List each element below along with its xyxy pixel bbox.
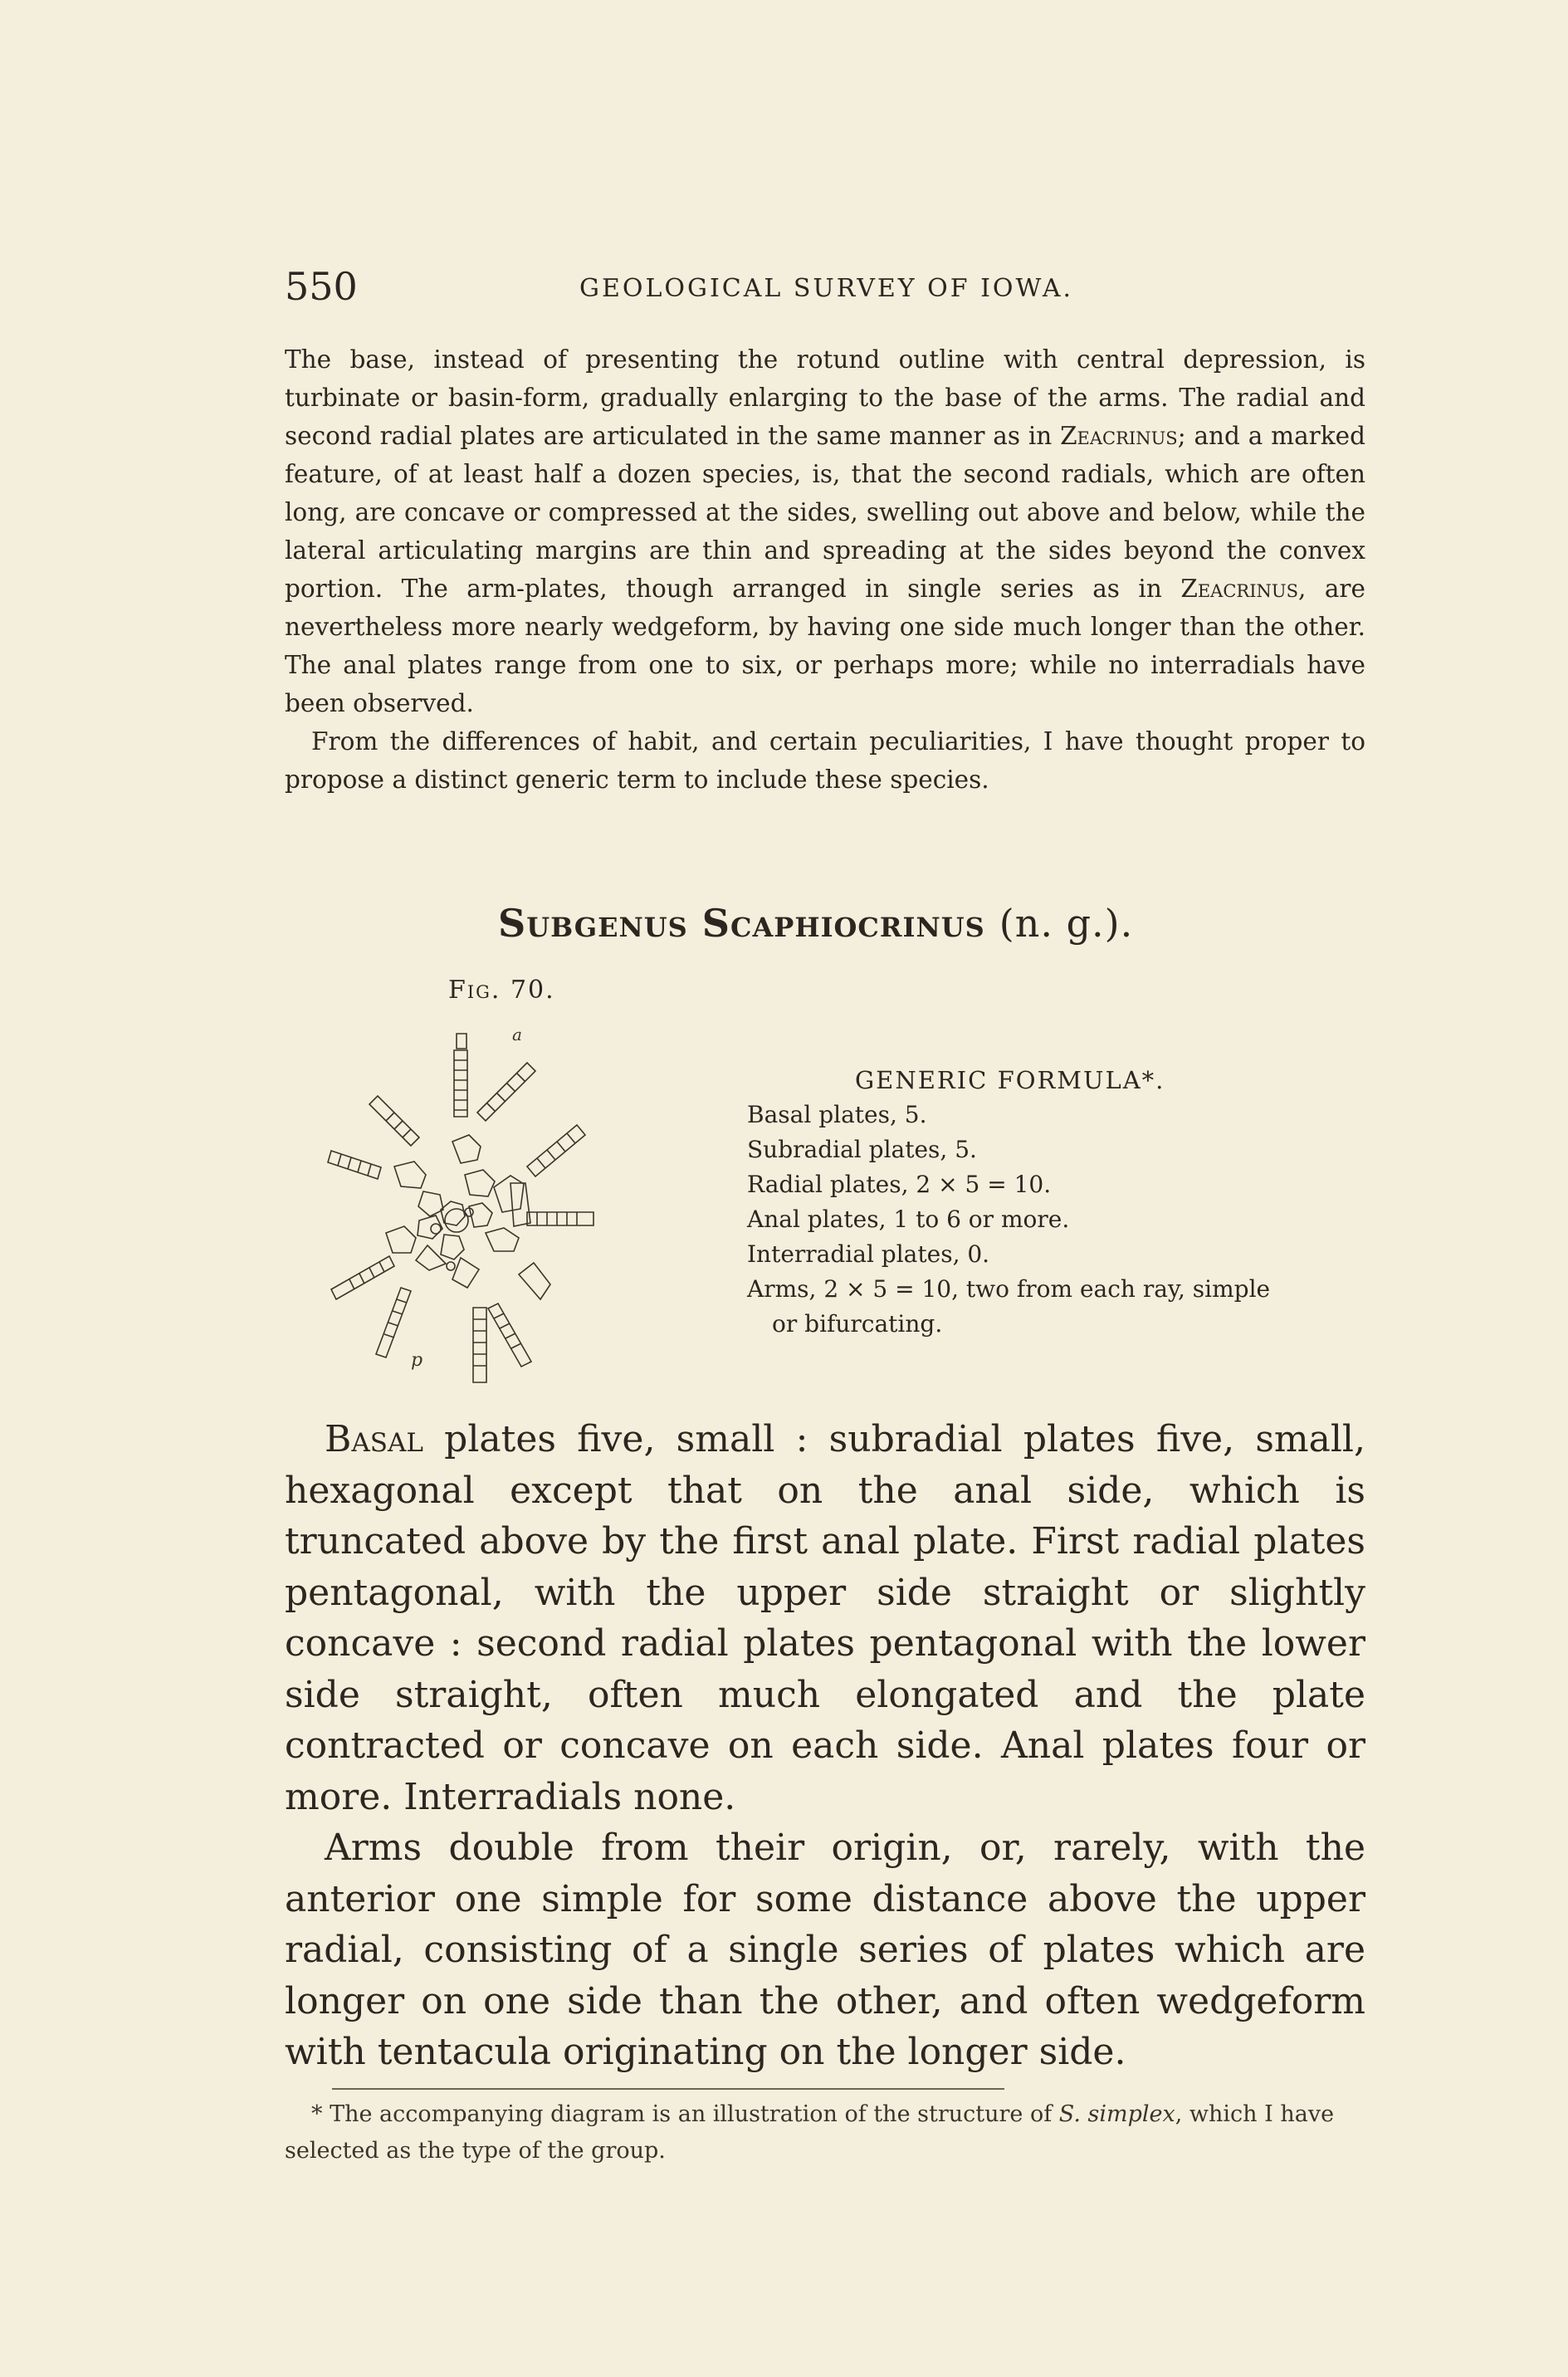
formula-row: Subradial plates, 5.: [747, 1136, 977, 1163]
footnote: * The accompanying diagram is an illustration of the structure of S. simplex, which I have selected as the type of the group.: [285, 2101, 1335, 2164]
formula-row: Radial plates, 2 × 5 = 10.: [747, 1171, 1052, 1198]
subgenus-heading: Subgenus Scaphiocrinus (n. g.).: [498, 901, 1134, 946]
generic-formula: [747, 1063, 1370, 1342]
formula-row: Interradial plates, 0.: [747, 1240, 990, 1268]
page-number: 550: [285, 264, 358, 309]
page-header: [285, 264, 1364, 314]
footnote-divider: [332, 2088, 1004, 2090]
arm-a: [454, 1034, 467, 1117]
description-text: [285, 1414, 1365, 2078]
description-paragraph-1: Basal plates five, small : subradial plates five, small, hexagonal except that on the anal side, which is truncated above by the first anal plate. First radial plates pentagonal, with the upper side straight or slightly concave : second radial plates pentagonal with the lower side straight, often much elongated and the plate contracted or concave on each side. Anal plates four or more. Interradials none.: [285, 1418, 1365, 1818]
intro-paragraph-2: From the differences of habit, and certain peculiarities, I have thought proper to propose a distinct generic term to include these species.: [285, 727, 1365, 794]
figure-letter-p: p: [411, 1350, 423, 1371]
arm-lower-right: [473, 1303, 531, 1382]
crinoid-structure-drawing: [295, 1017, 677, 1407]
crinoid-diagram: [295, 1017, 677, 1407]
figure-label: Fig. 70.: [448, 976, 555, 1005]
intro-text: [285, 340, 1365, 799]
formula-row: Basal plates, 5.: [747, 1101, 927, 1128]
genus-name: Zeacrinus: [1060, 422, 1178, 450]
arm-left: [328, 1096, 419, 1179]
formula-row: Anal plates, 1 to 6 or more.: [747, 1206, 1070, 1233]
description-paragraph-2: Arms double from their origin, or, rarely, with the anterior one simple for some distance above the upper radial, consisting of a single series of plates which are longer on one side than the other, and often wedgeform with tentacula originating on the longer side.: [285, 1827, 1365, 2073]
arm-right: [527, 1125, 593, 1225]
formula-heading: GENERIC FORMULA*.: [855, 1066, 1165, 1094]
running-title: GEOLOGICAL SURVEY OF IOWA.: [579, 274, 1074, 303]
arm-lower-left: [331, 1256, 411, 1357]
arm-upper-right: [477, 1063, 535, 1121]
figure-letter-a: a: [512, 1025, 522, 1044]
intro-paragraph-1: The base, instead of presenting the rotund outline with central depression, is turbinate or basin-form, gradually enlarging to the base of the arms. The radial and second radial plates are articulated in the same manner as in Zeacrinus; and a marked feature, of at least half a dozen species, is, that the second radials, which are often long, are concave or compressed at the sides, swelling out above and below, while the lateral articulating margins are thin and spreading at the sides beyond the convex portion. The arm-plates, though arranged in single series as in Zeacrinus, are nevertheless more nearly wedgeform, by having one side much longer than the other. The anal plates range from one to six, or perhaps more; while no interradials have been observed.: [285, 345, 1365, 717]
formula-row: Arms, 2 × 5 = 10, two from each ray, simple: [747, 1275, 1271, 1303]
genus-name: Zeacrinus: [1180, 575, 1298, 603]
calyx-center: [386, 1135, 550, 1299]
species-name: S. simplex: [1058, 2101, 1175, 2127]
formula-row: or bifurcating.: [772, 1310, 943, 1338]
